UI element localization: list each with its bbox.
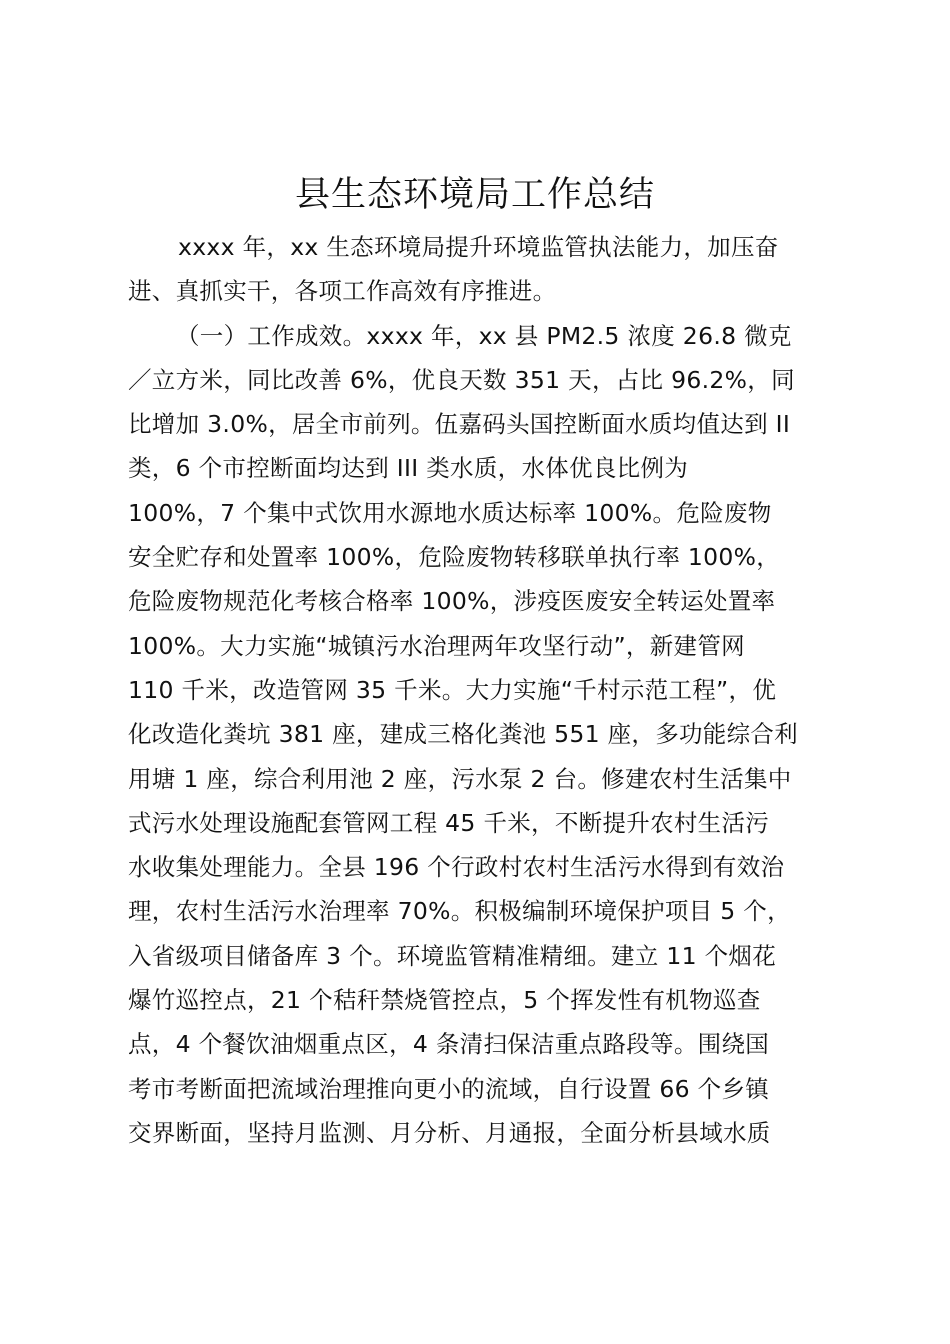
paragraph-line: 类，6 个市控断面均达到 III 类水质，水体优良比例为 [128, 454, 689, 483]
paragraph-line: 爆竹巡控点，21 个秸秆禁烧管控点，5 个挥发性有机物巡查 [128, 986, 761, 1015]
paragraph-line: 式污水处理设施配套管网工程 45 千米，不断提升农村生活污 [128, 808, 770, 837]
paragraph-line: 安全贮存和处置率 100%，危险废物转移联单执行率 100%， [128, 543, 781, 572]
paragraph-line: 用塘 1 座，综合利用池 2 座，污水泵 2 台。修建农村生活集中 [128, 764, 792, 793]
paragraph-line: 100%，7 个集中式饮用水源地水质达标率 100%。危险废物 [128, 498, 772, 527]
paragraph-line: 交界断面，坚持月监测、月分析、月通报，全面分析县域水质 [128, 1118, 771, 1147]
paragraph-line: ／立方米，同比改善 6%，优良天数 351 天，占比 96.2%，同 [128, 365, 795, 394]
paragraph-line: 化改造化粪坑 381 座，建成三格化粪池 551 座，多功能综合利 [128, 720, 798, 749]
paragraph-line: 100%。大力实施“城镇污水治理两年攻坚行动”，新建管网 [128, 631, 745, 660]
paragraph-line: 入省级项目储备库 3 个。环境监管精准精细。建立 11 个烟花 [128, 941, 777, 970]
paragraph-line: 进、真抓实干，各项工作高效有序推进。 [128, 277, 557, 306]
paragraph-line: 考市考断面把流域治理推向更小的流域，自行设置 66 个乡镇 [128, 1074, 770, 1103]
paragraph-line: 理，农村生活污水治理率 70%。积极编制环境保护项目 5 个， [128, 897, 791, 926]
paragraph-line: 水收集处理能力。全县 196 个行政村农村生活污水得到有效治 [128, 853, 785, 882]
paragraph-line: 比增加 3.0%，居全市前列。伍嘉码头国控断面水质均值达到 II [128, 410, 791, 439]
paragraph-line: 点，4 个餐饮油烟重点区，4 条清扫保洁重点路段等。围绕国 [128, 1030, 770, 1059]
document-body [128, 225, 848, 1155]
paragraph-line: （一）工作成效。xxxx 年，xx 县 PM2.5 浓度 26.8 微克 [176, 321, 792, 350]
paragraph-line: 110 千米，改造管网 35 千米。大力实施“千村示范工程”，优 [128, 675, 777, 704]
document-title: 县生态环境局工作总结 [294, 175, 655, 215]
paragraph-line: 危险废物规范化考核合格率 100%，涉疫医废安全转运处置率 [128, 587, 776, 616]
paragraph-line: xxxx 年，xx 生态环境局提升环境监管执法能力，加压奋 [178, 233, 779, 261]
